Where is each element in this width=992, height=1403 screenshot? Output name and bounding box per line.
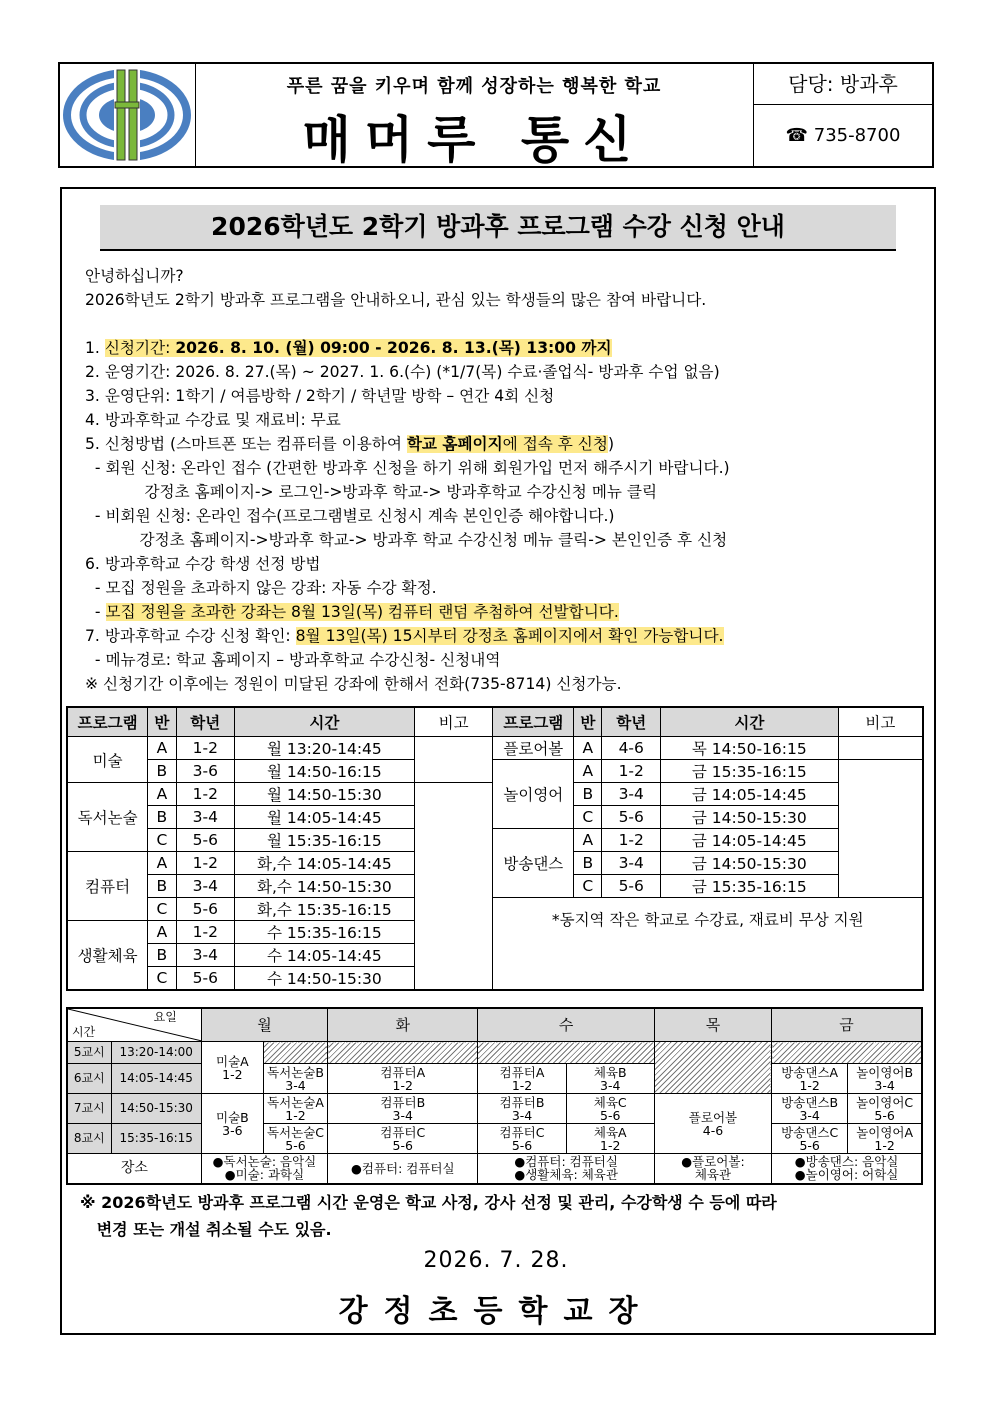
- program-name: 방송댄스: [493, 829, 574, 898]
- corner-cell: [67, 1008, 201, 1042]
- class-cell: A: [148, 737, 176, 760]
- remark-cell: [414, 783, 493, 991]
- grade-cell: 5-6: [176, 829, 235, 852]
- col-time: 시간: [235, 707, 415, 737]
- day-wed: 수: [478, 1008, 654, 1042]
- program-name: 놀이영어: [493, 760, 574, 829]
- grade-cell: 1-2: [176, 783, 235, 806]
- slot-computer-b: 컴퓨터B 3-4: [478, 1094, 566, 1124]
- grade-cell: 3-4: [176, 875, 235, 898]
- member-application: - 회원 신청: 온라인 접수 (간편한 방과후 신청을 하기 위해 회원가입 먼저 해주시기 바랍니다.): [85, 459, 730, 477]
- empty-slot: [328, 1042, 478, 1064]
- nonmember-path: 강정초 홈페이지->방과후 학교-> 방과후 학교 수강신청 메뉴 클릭-> 본인인증 후 신청: [85, 531, 728, 549]
- class-cell: C: [148, 829, 176, 852]
- empty-slot: [654, 1042, 771, 1094]
- member-path: 강정초 홈페이지-> 로그인->방과후 학교-> 방과후학교 수강신청 메뉴 클릭: [85, 483, 658, 501]
- remark-cell: [414, 737, 493, 783]
- nonmember-application: - 비회원 신청: 온라인 접수(프로그램별로 신청시 계속 본인인증 해야합니다.): [85, 507, 615, 525]
- time-cell: 월 14:50-15:30: [235, 783, 415, 806]
- item-confirmation: 7. 방과후학교 수강 신청 확인: 8월 13일(목) 15시부터 강정초 홈페이지에서 확인 가능합니다.: [85, 627, 724, 645]
- item-fee: 4. 방과후학교 수강료 및 재료비: 무료: [85, 411, 341, 429]
- class-cell: B: [148, 875, 176, 898]
- grade-cell: 1-2: [602, 760, 661, 783]
- intro-text: 2026학년도 2학기 방과후 프로그램을 안내하오니, 관심 있는 학생들의 많은 참여 바랍니다.: [85, 291, 707, 309]
- class-cell: B: [148, 944, 176, 967]
- period-label: 8교시: [67, 1124, 111, 1154]
- class-cell: B: [574, 783, 602, 806]
- period-time: 15:35-16:15: [111, 1124, 201, 1154]
- program-table-header: [67, 707, 923, 737]
- grade-cell: 1-2: [176, 921, 235, 944]
- time-cell: 목 14:50-16:15: [661, 737, 839, 760]
- day-mon: 월: [201, 1008, 327, 1042]
- place-wed: ●컴퓨터: 컴퓨터실 ●생활체육: 체육관: [478, 1154, 654, 1184]
- period-label: 5교시: [67, 1042, 111, 1064]
- class-cell: A: [574, 760, 602, 783]
- newsletter-header: [58, 62, 934, 168]
- selection-auto: - 모집 정원을 초과하지 않은 강좌: 자동 수강 확정.: [85, 579, 437, 597]
- place-mon: ●독서논술: 음악실 ●미술: 과학실: [201, 1154, 327, 1184]
- grade-cell: 5-6: [602, 875, 661, 898]
- slot-english-b: 놀이영어B 3-4: [848, 1064, 922, 1094]
- program-table: [66, 706, 924, 991]
- class-cell: B: [148, 760, 176, 783]
- slot-english-c: 놀이영어C 5-6: [848, 1094, 922, 1124]
- slot-computer-c: 컴퓨터C 5-6: [328, 1124, 478, 1154]
- class-cell: A: [574, 829, 602, 852]
- day-fri: 금: [772, 1008, 922, 1042]
- slot-dance-a: 방송댄스A 1-2: [772, 1064, 848, 1094]
- slot-computer-c: 컴퓨터C 5-6: [478, 1124, 566, 1154]
- time-cell: 금 15:35-16:15: [661, 760, 839, 783]
- time-cell: 화,수 15:35-16:15: [235, 898, 415, 921]
- col-remark: 비고: [838, 707, 923, 737]
- slot-computer-a: 컴퓨터A 1-2: [328, 1064, 478, 1094]
- item-application-period: 1. 신청기간: 2026. 8. 10. (월) 09:00 - 2026. 8. 13.(목) 13:00 까지: [85, 339, 612, 357]
- grade-cell: 1-2: [176, 737, 235, 760]
- table-row: [67, 898, 923, 921]
- slot-pe-a: 체육A 1-2: [566, 1124, 654, 1154]
- late-application-note: ※ 신청기간 이후에는 정원이 미달된 강좌에 한해서 전화(735-8714) 신청가능.: [85, 675, 622, 693]
- grade-cell: 3-4: [176, 806, 235, 829]
- program-name: 독서논술: [67, 783, 148, 852]
- manager-label: 담당: 방과후: [754, 64, 932, 105]
- period-time: 14:50-15:30: [111, 1094, 201, 1124]
- time-cell: 금 14:50-15:30: [661, 806, 839, 829]
- grade-cell: 1-2: [176, 852, 235, 875]
- remark-cell: [838, 737, 923, 760]
- col-grade: 학년: [602, 707, 661, 737]
- slot-dance-c: 방송댄스C 5-6: [772, 1124, 848, 1154]
- grade-cell: 3-6: [176, 760, 235, 783]
- empty-slot: [263, 1042, 327, 1064]
- grade-cell: 1-2: [602, 829, 661, 852]
- period-label: 7교시: [67, 1094, 111, 1124]
- corner-day-label: 요일: [153, 1010, 177, 1024]
- place-tue: ●컴퓨터: 컴퓨터실: [328, 1154, 478, 1184]
- period-8-row: [67, 1124, 922, 1154]
- schedule-header: [67, 1008, 922, 1042]
- time-cell: 금 14:50-15:30: [661, 852, 839, 875]
- slot-english-a: 놀이영어A 1-2: [848, 1124, 922, 1154]
- class-cell: C: [148, 967, 176, 991]
- program-name: 생활체육: [67, 921, 148, 991]
- class-cell: C: [148, 898, 176, 921]
- time-cell: 수 14:05-14:45: [235, 944, 415, 967]
- period-7-row: [67, 1094, 922, 1124]
- col-class: 반: [574, 707, 602, 737]
- school-logo: [60, 64, 196, 166]
- table-row: [67, 829, 923, 852]
- corner-time-label: 시간: [72, 1025, 96, 1039]
- table-row: [67, 760, 923, 783]
- greeting: 안녕하십니까?: [85, 267, 184, 285]
- grade-cell: 4-6: [602, 737, 661, 760]
- time-cell: 월 14:50-16:15: [235, 760, 415, 783]
- time-cell: 수 15:35-16:15: [235, 921, 415, 944]
- col-program: 프로그램: [67, 707, 148, 737]
- phone-number: ☎ 735-8700: [785, 125, 901, 146]
- issue-date: 2026. 7. 28.: [423, 1248, 569, 1273]
- time-cell: 화,수 14:50-15:30: [235, 875, 415, 898]
- slot-reading-b: 독서논술B 3-4: [263, 1064, 327, 1094]
- item-method: 5. 신청방법 (스마트폰 또는 컴퓨터를 이용하여 학교 홈페이지에 접속 후 신청): [85, 435, 615, 453]
- time-cell: 월 15:35-16:15: [235, 829, 415, 852]
- newsletter-title: 매머루 통신: [302, 111, 646, 169]
- grade-cell: 3-4: [602, 783, 661, 806]
- slot-floorball: 플로어볼 4-6: [654, 1094, 771, 1154]
- time-cell: 수 14:50-15:30: [235, 967, 415, 991]
- school-slogan: 푸른 꿈을 키우며 함께 성장하는 행복한 학교: [286, 76, 662, 97]
- col-class: 반: [148, 707, 176, 737]
- place-row: [67, 1154, 922, 1184]
- program-name: 미술: [67, 737, 148, 783]
- item-operation-unit: 3. 운영단위: 1학기 / 여름방학 / 2학기 / 학년말 방학 – 연간 4회 신청: [85, 387, 555, 405]
- slot-reading-c: 독서논술C 5-6: [263, 1124, 327, 1154]
- time-cell: 금 14:05-14:45: [661, 783, 839, 806]
- class-cell: A: [574, 737, 602, 760]
- day-tue: 화: [328, 1008, 478, 1042]
- class-cell: B: [574, 852, 602, 875]
- period-5-row: [67, 1042, 922, 1064]
- col-time: 시간: [661, 707, 839, 737]
- grade-cell: 5-6: [176, 898, 235, 921]
- grade-cell: 5-6: [602, 806, 661, 829]
- slot-dance-b: 방송댄스B 3-4: [772, 1094, 848, 1124]
- table-row: [67, 737, 923, 760]
- grade-cell: 5-6: [176, 967, 235, 991]
- menu-path: - 메뉴경로: 학교 홈페이지 – 방과후학교 수강신청- 신청내역: [85, 651, 501, 669]
- slot-art-b: 미술B 3-6: [201, 1094, 263, 1154]
- class-cell: C: [574, 806, 602, 829]
- place-label: 장소: [67, 1154, 201, 1184]
- class-cell: B: [148, 806, 176, 829]
- day-thu: 목: [654, 1008, 771, 1042]
- slot-art-a: 미술A 1-2: [201, 1042, 263, 1094]
- place-thu: ●플로어볼: 체육관: [654, 1154, 771, 1184]
- notice-title: 2026학년도 2학기 방과후 프로그램 수강 신청 안내: [100, 205, 896, 251]
- period-6-row: [67, 1064, 922, 1094]
- class-cell: A: [148, 921, 176, 944]
- free-support-note: *동지역 작은 학교로 수강료, 재료비 무상 지원: [493, 898, 923, 991]
- grade-cell: 3-4: [176, 944, 235, 967]
- slot-computer-a: 컴퓨터A 1-2: [478, 1064, 566, 1094]
- principal-signature: 강정초등학교장: [338, 1294, 654, 1329]
- col-grade: 학년: [176, 707, 235, 737]
- col-program: 프로그램: [493, 707, 574, 737]
- class-cell: A: [148, 783, 176, 806]
- time-cell: 금 14:05-14:45: [661, 829, 839, 852]
- time-cell: 월 14:05-14:45: [235, 806, 415, 829]
- slot-pe-b: 체육B 3-4: [566, 1064, 654, 1094]
- slot-pe-c: 체육C 5-6: [566, 1094, 654, 1124]
- operation-caution: ※ 2026학년도 방과후 프로그램 시간 운영은 학교 사정, 강사 선정 및 관리, 수강학생 수 등에 따라 변경 또는 개설 취소될 수도 있음.: [80, 1193, 777, 1239]
- time-cell: 화,수 14:05-14:45: [235, 852, 415, 875]
- selection-random: - 모집 정원을 초과한 강좌는 8월 13일(목) 컴퓨터 랜덤 추첨하여 선발합니다.: [85, 603, 619, 621]
- slot-computer-b: 컴퓨터B 3-4: [328, 1094, 478, 1124]
- period-time: 13:20-14:00: [111, 1042, 201, 1064]
- item-selection: 6. 방과후학교 수강 학생 선정 방법: [85, 555, 321, 573]
- grade-cell: 3-4: [602, 852, 661, 875]
- remark-cell: [838, 760, 923, 898]
- slot-reading-a: 독서논술A 1-2: [263, 1094, 327, 1124]
- class-cell: A: [148, 852, 176, 875]
- empty-slot: [772, 1042, 922, 1064]
- weekly-schedule: [66, 1007, 923, 1185]
- time-cell: 월 13:20-14:45: [235, 737, 415, 760]
- place-fri: ●방송댄스: 음악실 ●놀이영어: 어학실: [772, 1154, 922, 1184]
- item-operation-period: 2. 운영기간: 2026. 8. 27.(목) ~ 2027. 1. 6.(수) (*1/7(목) 수료·졸업식- 방과후 수업 없음): [85, 363, 720, 381]
- program-name: 플로어볼: [493, 737, 574, 760]
- class-cell: C: [574, 875, 602, 898]
- col-remark: 비고: [414, 707, 493, 737]
- period-time: 14:05-14:45: [111, 1064, 201, 1094]
- program-name: 컴퓨터: [67, 852, 148, 921]
- period-label: 6교시: [67, 1064, 111, 1094]
- empty-slot: [478, 1042, 654, 1064]
- time-cell: 금 15:35-16:15: [661, 875, 839, 898]
